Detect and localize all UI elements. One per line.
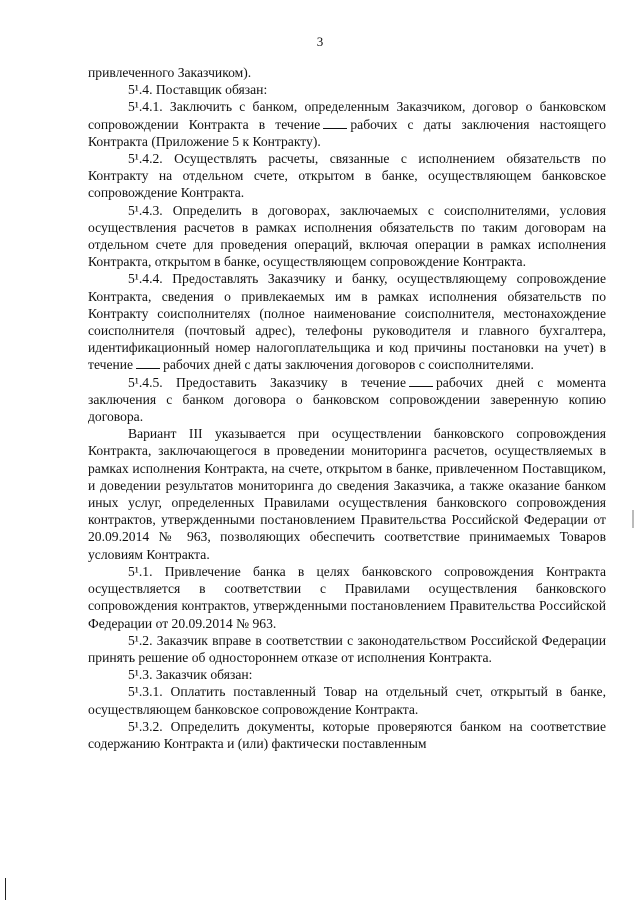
section-heading-customer-obligations: 5¹.3. Заказчик обязан:: [128, 667, 253, 683]
clause-text: 5¹.4.5. Предоставить Заказчику в течение: [128, 374, 406, 390]
blank-field: [136, 357, 160, 369]
page-number: 3: [316, 34, 324, 49]
scan-mark: [632, 510, 634, 528]
clause-text: рабочих с даты заключения настоящего Контракта (Приложение 5 к Контракту).: [88, 116, 606, 149]
clause-5-1-4-2: 5¹.4.2. Осуществлять расчеты, связанные с исполнением обязательств по Контракту на отдельном счете, открытом в банке, осуществляющем банковское сопровождение Контракта.: [88, 151, 606, 201]
clause-text: 5¹.4.1. Заключить с банком, определенным Заказчиком, договор о банковском сопровождении Контракта в течение: [88, 99, 606, 132]
section-heading-supplier-obligations: 5¹.4. Поставщик обязан:: [128, 82, 268, 98]
variant-iii-note: Вариант III указывается при осуществлении банковского сопровождения Контракта, заключающегося в проведении мониторинга расчетов, осуществляемых в рамках исполнения Контракта, на счете, открытом в банке, привлеченном Поставщиком, и доведении результатов мониторинга до сведения Заказчика, а также оказание банком иных услуг, определенных Правилами осуществления банковского сопровождения контрактов, утвержденными постановлением Правительства Российской Федерации от 20.09.2014 № 963, позволяющих обеспечить соответствие принимаемых Товаров условиям Контракта.: [88, 426, 606, 562]
paragraph-continuation: привлеченного Заказчиком).: [88, 65, 252, 80]
clause-5-1-3-1: 5¹.3.1. Оплатить поставленный Товар на отдельный счет, открытый в банке, осуществляющем банковское сопровождение Контракта.: [88, 684, 606, 717]
clause-5-1-4-1: [88, 98, 606, 150]
clause-5-1-4-3: 5¹.4.3. Определить в договорах, заключаемых с соисполнителями, условия осуществления расчетов в рамках исполнения обязательств по таким договорам на отдельном счете для проведения операций, включая операции в рамках исполнения Контракта, открытом в банке, осуществляющем сопровождение Контракта.: [88, 202, 606, 270]
clause-5-1-2: 5¹.2. Заказчик вправе в соответствии с законодательством Российской Федерации принять решение об одностороннем отказе от исполнения Контракта.: [88, 632, 606, 665]
clause-text: рабочих дней с даты заключения договоров с соисполнителями.: [163, 357, 534, 373]
document-body: [88, 64, 606, 752]
clause-5-1-3-2: 5¹.3.2. Определить документы, которые проверяются банком на соответствие содержанию Контракта и (или) фактически поставленным: [88, 718, 606, 751]
blank-field: [323, 117, 347, 129]
blank-field: [409, 375, 433, 387]
clause-5-1-1: 5¹.1. Привлечение банка в целях банковского сопровождения Контракта осуществляется в соответствии с Правилами осуществления банковского сопровождения контрактов, утвержденными постановлением Правительства Российской Федерации от 20.09.2014 № 963.: [88, 563, 606, 631]
margin-mark: [5, 878, 6, 900]
clause-5-1-4-4: [88, 270, 606, 373]
clause-5-1-4-5: [88, 374, 606, 426]
clause-text: 5¹.4.4. Предоставлять Заказчику и банку, осуществляющему сопровождение Контракта, сведения о привлекаемых им в рамках исполнения обязательств по Контракту соисполнителях (полное наименование соисполнителя, местонахождение соисполнителя (почтовый адрес), телефоны руководителя и главного бухгалтера, идентификационный номер налогоплательщика и код причины постановки на учет) в течение: [88, 271, 606, 373]
clause-text: рабочих дней с момента заключения с банком договора о банковском сопровождении заверенную копию договора.: [88, 374, 606, 425]
